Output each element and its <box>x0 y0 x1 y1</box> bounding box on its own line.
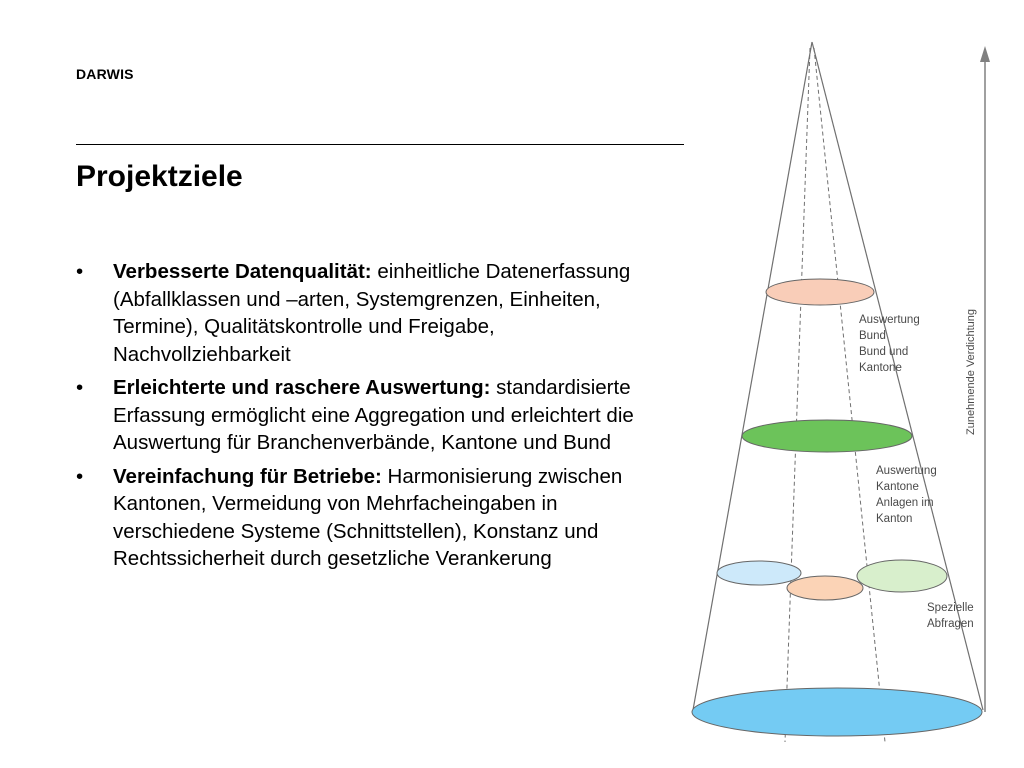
ellipse-level-special-center <box>787 576 863 600</box>
annotation-auswertung-bund: Auswertung Bund Bund und Kantone <box>859 314 920 374</box>
bullet-text: einheitliche Datenerfassung (Abfallklassen und –arten, Systemgrenzen, Einheiten, Termine), Qualitätskontrolle und Freigabe, Nachvollziehbarkeit <box>113 260 631 366</box>
bullet-lead: Erleichterte und raschere Auswertung: <box>113 376 491 399</box>
ellipse-level-bund <box>766 279 874 305</box>
bullet-lead: Vereinfachung für Betriebe: <box>113 464 382 488</box>
bullet-item-datenqualitaet <box>76 258 668 368</box>
inner-dashed-line-right <box>814 48 885 742</box>
annotation-spezielle-abfragen: Spezielle Abfragen <box>927 602 974 630</box>
data-density-cone-diagram <box>676 30 1016 760</box>
bullet-text: Harmonisierung zwischen Kantonen, Vermeidung von Mehrfacheingaben in verschiedene Systeme (Schnittstellen), Konstanz und Rechtssicherheit durch gesetzliche Verankerung <box>113 464 623 570</box>
bullet-item-betriebe <box>76 463 668 573</box>
density-axis-label: Zunehmende Verdichtung <box>965 309 977 435</box>
bullet-item-auswertung <box>76 374 668 457</box>
slide-title: Projektziele <box>76 160 243 193</box>
bullet-lead: Verbesserte Datenqualität: <box>113 260 372 283</box>
ellipse-level-special-right <box>857 560 947 592</box>
bullet-dot-icon: • <box>76 464 84 488</box>
arrow-up-icon <box>980 46 990 62</box>
annotation-auswertung-kantone: Auswertung Kantone Anlagen im Kanton <box>876 465 937 525</box>
ellipse-level-special-left <box>717 561 801 585</box>
bullet-dot-icon: • <box>76 260 84 283</box>
bullet-text: standardisierte Erfassung ermöglicht eine Aggregation und erleichtert die Auswertung für Branchenverbände, Kantone und Bund <box>113 376 634 454</box>
cone-left-edge <box>693 42 812 710</box>
ellipse-level-kantone <box>742 420 912 452</box>
ellipse-level-base <box>692 688 982 736</box>
bullet-list <box>76 258 668 579</box>
bullet-dot-icon: • <box>76 376 84 399</box>
inner-dashed-line-left <box>785 48 810 742</box>
header-divider <box>76 144 684 145</box>
brand-label: DARWIS <box>76 66 134 82</box>
